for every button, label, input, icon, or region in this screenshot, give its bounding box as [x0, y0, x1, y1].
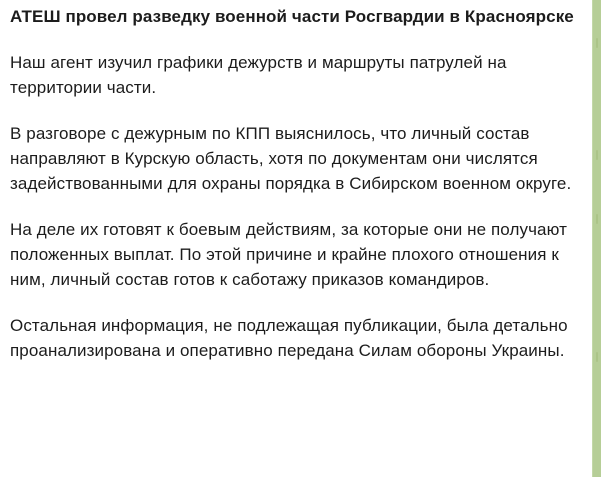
message-paragraph: В разговоре с дежурным по КПП выяснилось, что личный состав направляют в Курскую область, хотя по документам они числятся задействованными для охраны порядка в Сибирском военном округе.	[10, 124, 572, 193]
chat-pattern-speck	[596, 214, 598, 224]
chat-pattern-speck	[596, 352, 598, 362]
chat-pattern-speck	[596, 150, 598, 160]
chat-background-strip	[592, 0, 601, 477]
message-paragraph: На деле их готовят к боевым действиям, за которые они не получают положенных выплат. По этой причине и крайне плохого отношения к ним, личный состав готов к саботажу приказов командиров.	[10, 220, 567, 289]
message-paragraph: Остальная информация, не подлежащая публикации, была детально проанализирована и оперативно передана Силам обороны Украины.	[10, 316, 568, 360]
chat-pattern-speck	[596, 38, 598, 48]
message-title: АТЕШ провел разведку военной части Росгвардии в Красноярске	[10, 7, 574, 26]
message-paragraph: Наш агент изучил графики дежурств и маршруты патрулей на территории части.	[10, 53, 507, 97]
